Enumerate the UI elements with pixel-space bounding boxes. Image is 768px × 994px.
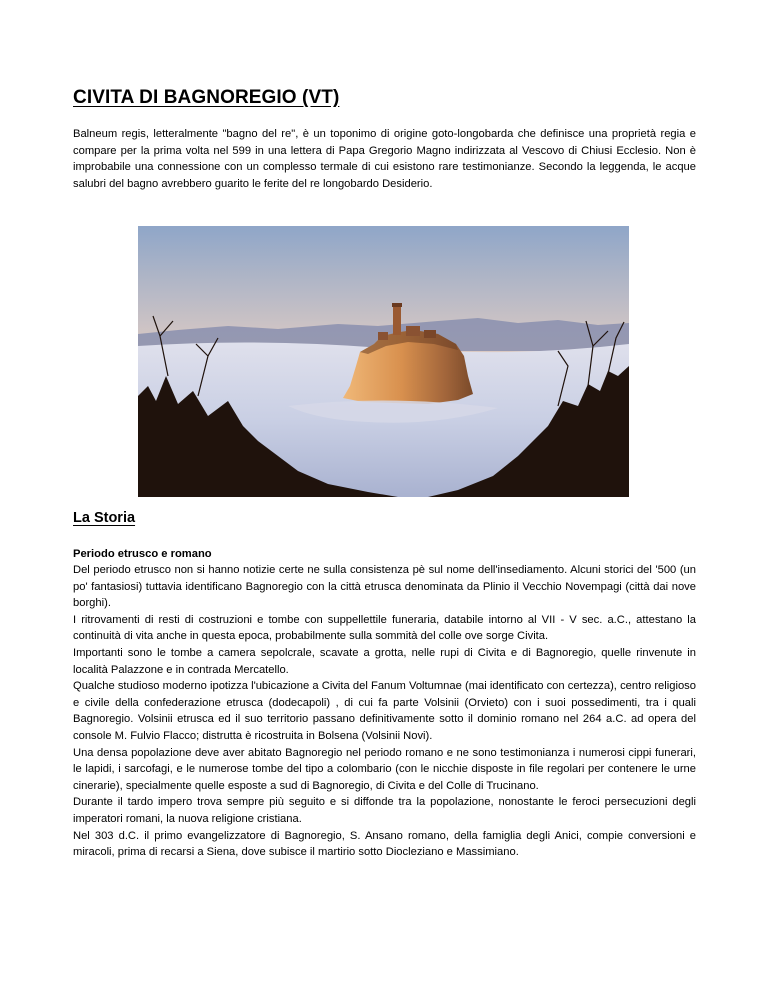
history-paragraph: Del periodo etrusco non si hanno notizie certe ne sulla consistenza pè sul nome dell'insediamento. Alcuni storici del '500 (un po' fantasiosi) tuttavia identificano Bagnoregio con la città etrusca denominata da Plinio il Vecchio Novempagi (città dai nove borghi). <box>73 564 696 610</box>
hilltop-town-above-fog-icon <box>138 226 629 497</box>
history-paragraph: Durante il tardo impero trova sempre più seguito e si diffonde tra la popolazione, nonostante le feroci persecuzioni degli imperatori romani, la nuova religione cristiana. <box>73 796 696 825</box>
history-paragraph: Qualche studioso moderno ipotizza l'ubicazione a Civita del Fanum Voltumnae (mai identificato con certezza), centro religioso e civile della confederazione etrusca (dodecapoli) , di cui fa parte Volsinii (Orvieto) con i suoi possedimenti, tra i quali Bagnoregio. Volsinii etrusca ed il suo territorio passano definitivamente sotto il dominio romano nel 264 a.C. ad opera del console M. Fulvio Flacco; distrutta è ricostruita in Bolsena (Volsinii Novi). <box>73 680 696 742</box>
history-paragraph: Importanti sono le tombe a camera sepolcrale, scavate a grotta, nelle rupi di Civita e di Bagnoregio, quelle rinvenute in località Palazzone e in contrada Mercatello. <box>73 646 696 676</box>
civita-photo <box>138 226 629 497</box>
history-paragraph: Nel 303 d.C. il primo evangelizzatore di Bagnoregio, S. Ansano romano, della famiglia degli Anici, compie conversioni e miracoli, prima di recarsi a Siena, dove subisce il martirio sotto Diocleziano e Massimiano. <box>73 829 696 859</box>
history-body <box>73 562 696 861</box>
document-title: CIVITA DI BAGNOREGIO (VT) <box>73 87 340 108</box>
intro-paragraph: Balneum regis, letteralmente "bagno del re", è un toponimo di origine goto-longobarda che definisce una proprietà regia e compare per la prima volta nel 599 in una lettera di Papa Gregorio Magno indirizzata al Vescovo di Chiusi Ecclesio. Non è improbabile una connessione con un complesso termale di cui esistono rare testimonianze. Secondo la leggenda, le acque salubri del bagno avrebbero guarito le ferite del re longobardo Desiderio. <box>73 128 696 190</box>
history-paragraph: I ritrovamenti di resti di costruzioni e tombe con suppellettile funeraria, databile intorno al VII - V sec. a.C., attestano la continuità di vita anche in questa epoca, probabilmente sulla sommità del colle ove sorge Civita. <box>73 613 696 643</box>
subsection-title: Periodo etrusco e romano <box>73 548 212 560</box>
section-title: La Storia <box>73 510 136 526</box>
history-paragraph: Una densa popolazione deve aver abitato Bagnoregio nel periodo romano e ne sono testimonianza i numerosi cippi funerari, le lapidi, i sarcofagi, e le numerose tombe del tipo a colombario (con le nicchie disposte in file regolari per contenere le urne cinerarie), specialmente quelle esposte a sud di Bagnoregio, di Civita e del Colle di Trucinano. <box>73 746 696 792</box>
